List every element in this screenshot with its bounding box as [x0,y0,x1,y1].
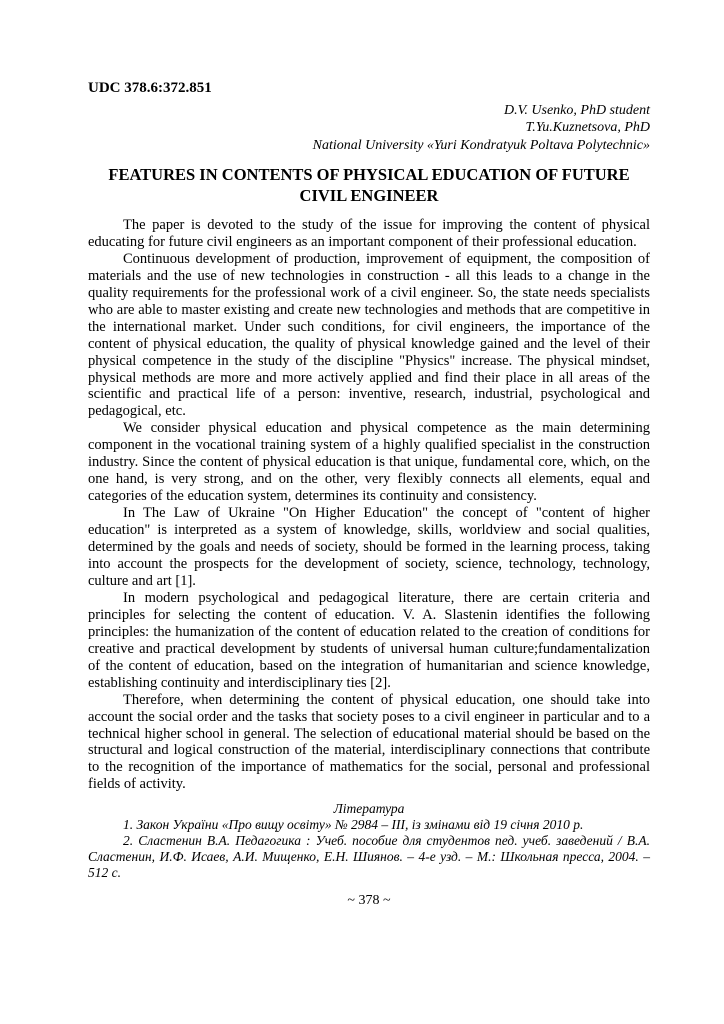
author-block [88,102,650,155]
reference-item-2: 2. Сластенин В.А. Педагогика : Учеб. пособие для студентов пед. учеб. заведений / В.А. Сластенин, И.Ф. Исаев, А.И. Мищенко, Е.Н. Шиянов. – 4-е узд. – М.: Школьная пресса, 2004. – 512 с. [88,833,650,880]
body-paragraph-5: Therefore, when determining the content of physical education, one should take into account the social order and the tasks that society poses to a civil engineer in particular and to a technical higher school in general. The selection of educational material should be based on the structural and logical construction of the material, interdisciplinary connections that contribute to the recognition of the importance of mathematics for the social, personal and professional fields of activity. [88,691,650,793]
reference-item-1: 1. Закон України «Про вищу освіту» № 2984 – ІІІ, із змінами від 19 січня 2010 р. [123,817,584,833]
literature-heading: Література [333,801,405,817]
author-line-2: T.Yu.Kuznetsova, PhD [525,120,650,136]
body-paragraph-3: In The Law of Ukraine "On Higher Education" the concept of "content of higher education" is interpreted as a system of knowledge, skills, worldview and social qualities, determined by the goals and needs of society, should be formed in the learning process, taking into account the prospects for the development of society, science, technology, technology, culture and art [1]. [88,505,650,589]
author-line-1: D.V. Usenko, PhD student [504,102,650,118]
udc-code: UDC 378.6:372.851 [88,80,212,96]
body-paragraph-2: We consider physical education and physical competence as the main determining component in the vocational training system of a highly qualified specialist in the construction industry. Since the content of physical education is that unique, fundamental core, which, on the one hand, is very strong, and on the other, very flexibly connects all elements, equal and categories of the education system, determines its continuity and consistency. [88,420,650,505]
abstract-paragraph: The paper is devoted to the study of the issue for improving the content of physical educating for future civil engineers as an important component of their professional education. [88,216,650,250]
paper-title: FEATURES IN CONTENTS OF PHYSICAL EDUCATION OF FUTURE CIVIL ENGINEER [108,165,630,206]
affiliation-line: National University «Yuri Kondratyuk Poltava Polytechnic» [312,137,650,153]
body-paragraph-1: Continuous development of production, improvement of equipment, the composition of materials and the use of new technologies in construction - all this leads to a change in the quality requirements for the professional work of a civil engineer. So, the state needs specialists who are able to master existing and create new technologies and methods that are competitive in the international market. Under such conditions, for civil engineers, the importance of the content of physical education, the quality of physical knowledge gained and the level of their physical competence in the study of the discipline "Physics" increase. The physical mindset, physical methods are more and more actively applied and find their place in all areas of the scientific and practical life of a person: inventive, research, industrial, psychological and pedagogical, etc. [88,250,650,420]
body-paragraph-4: In modern psychological and pedagogical literature, there are certain criteria and principles for selecting the content of education. V. A. Slastenin identifies the following principles: the humanization of the content of education related to the creation of conditions for creative and practical development by students of universal human culture;fundamentalization of the content of education, based on the integration of humanitarian and science knowledge, establishing continuity and interdisciplinary ties [2]. [88,589,650,691]
page-number: ~ 378 ~ [347,892,391,908]
